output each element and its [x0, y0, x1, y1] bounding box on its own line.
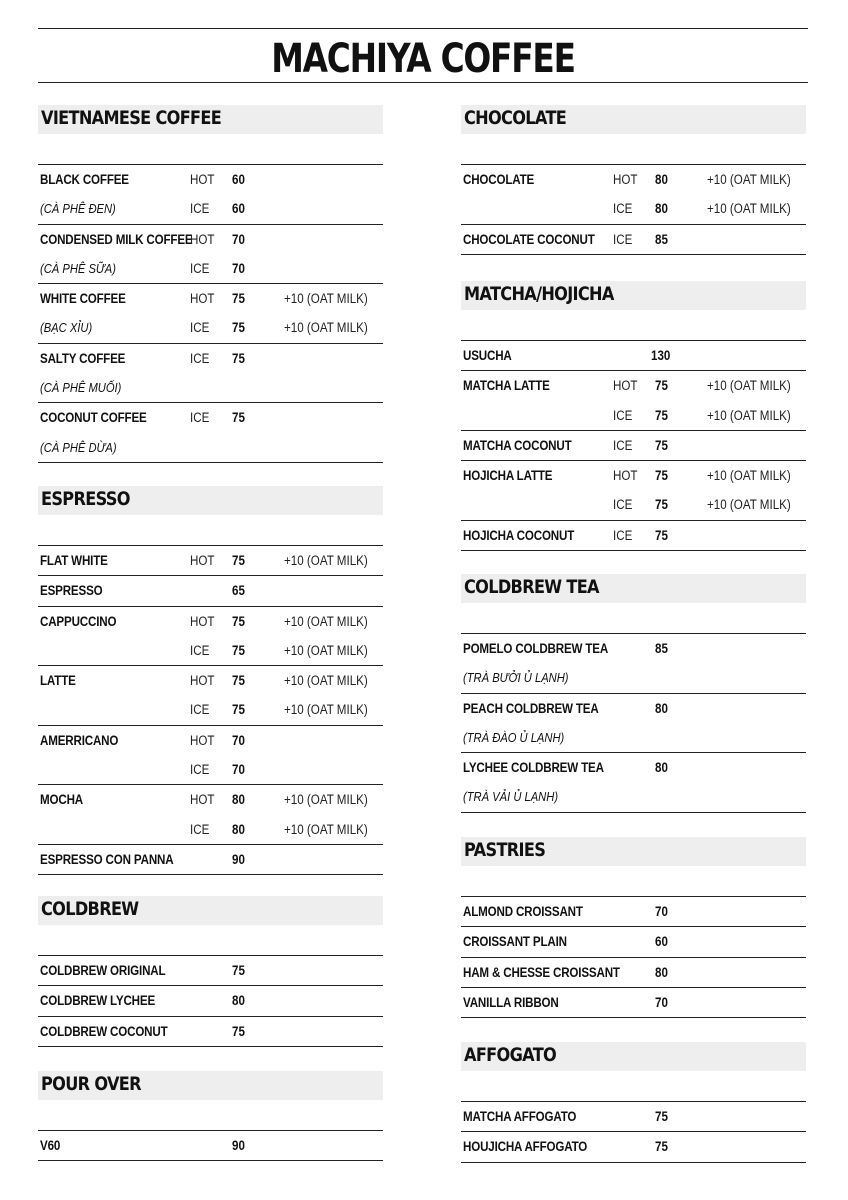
item-name: ESPRESSO	[40, 583, 103, 599]
menu-row	[461, 225, 806, 254]
menu-row	[38, 225, 383, 254]
item-temperature: HOT	[613, 468, 638, 484]
menu-row	[38, 607, 383, 636]
item-name: CAPPUCCINO	[40, 613, 117, 629]
item-name: CONDENSED MILK COFFEE	[40, 231, 193, 247]
menu-item	[38, 985, 383, 1015]
item-temperature: ICE	[190, 260, 210, 276]
item-extra-option: +10 (OAT MILK)	[283, 702, 368, 718]
menu-section	[461, 281, 806, 543]
menu-row	[461, 694, 806, 723]
menu-row	[38, 546, 383, 575]
item-temperature: ICE	[190, 201, 210, 217]
item-name: AMERRICANO	[40, 732, 119, 748]
item-extra-option: +10 (OAT MILK)	[706, 172, 791, 187]
menu-row	[38, 695, 383, 724]
menu-row	[38, 284, 383, 313]
item-name: MATCHA LATTE	[463, 378, 550, 394]
item-temperature: ICE	[190, 702, 210, 718]
item-price: 70	[655, 904, 668, 919]
item-price: 75	[655, 468, 668, 484]
item-temperature: ICE	[190, 350, 210, 366]
item-price: 65	[232, 583, 245, 599]
menu-row	[461, 723, 806, 752]
item-name: MOCHA	[40, 792, 83, 808]
menu-item	[38, 606, 383, 666]
item-name: BLACK COFFEE	[40, 172, 129, 187]
item-temperature: HOT	[190, 172, 215, 187]
section-table	[38, 955, 383, 1047]
menu-row	[461, 958, 806, 987]
section-heading-bar	[38, 105, 383, 134]
item-extra-option: +10 (OAT MILK)	[706, 201, 791, 217]
section-heading-bar	[461, 105, 806, 134]
section-table	[461, 340, 806, 551]
item-extra-option: +10 (OAT MILK)	[706, 378, 791, 394]
item-name: HAM & CHESSE CROISSANT	[463, 964, 620, 980]
item-temperature: HOT	[190, 291, 215, 307]
menu-row	[461, 461, 806, 490]
menu-section	[461, 105, 806, 247]
menu-row	[38, 1131, 383, 1160]
menu-item	[461, 896, 806, 926]
item-name: POMELO COLDBREW TEA	[463, 641, 609, 656]
menu-item	[461, 430, 806, 460]
item-temperature: HOT	[613, 378, 638, 394]
item-price: 75	[232, 613, 245, 629]
item-vietnamese-name: (CÀ PHÊ MUỐI)	[40, 380, 122, 396]
menu-row	[38, 344, 383, 373]
section-table	[461, 633, 806, 813]
item-price: 60	[655, 934, 668, 950]
menu-row	[38, 666, 383, 695]
item-price: 85	[655, 231, 668, 247]
item-name: COLDBREW ORIGINAL	[40, 963, 166, 978]
item-vietnamese-name: (BẠC XỈU)	[40, 320, 93, 336]
item-extra-option: +10 (OAT MILK)	[706, 468, 791, 484]
item-price: 75	[232, 673, 245, 689]
menu-row	[38, 313, 383, 342]
item-price: 80	[232, 993, 245, 1009]
menu-section	[38, 105, 383, 455]
menu-item	[461, 633, 806, 693]
item-name: ALMOND CROISSANT	[463, 904, 583, 919]
item-temperature: HOT	[190, 231, 215, 247]
item-name: COLDBREW COCONUT	[40, 1023, 168, 1039]
item-price: 75	[232, 350, 245, 366]
item-extra-option: +10 (OAT MILK)	[283, 320, 368, 336]
item-temperature: ICE	[613, 527, 633, 543]
menu-row	[38, 403, 383, 432]
item-price: 75	[232, 291, 245, 307]
item-temperature: ICE	[190, 821, 210, 837]
item-price: 70	[232, 231, 245, 247]
item-temperature: ICE	[613, 407, 633, 423]
menu-row	[38, 194, 383, 223]
menu-section	[461, 1042, 806, 1155]
item-price: 80	[232, 821, 245, 837]
title-rule	[38, 82, 808, 83]
section-heading-bar	[38, 1071, 383, 1100]
item-price: 70	[655, 994, 668, 1010]
menu-section	[461, 574, 806, 805]
item-price: 75	[232, 1023, 245, 1039]
menu-row	[38, 845, 383, 874]
menu-row	[461, 782, 806, 811]
menu-section	[38, 896, 383, 1039]
item-name: CROISSANT PLAIN	[463, 934, 567, 950]
menu-item	[461, 520, 806, 551]
item-price: 60	[232, 172, 245, 187]
menu-item	[461, 1131, 806, 1162]
menu-section	[38, 486, 383, 867]
menu-row	[38, 815, 383, 844]
section-heading: VIETNAMESE COFFEE	[41, 107, 222, 129]
menu-section	[461, 837, 806, 1010]
item-temperature: ICE	[613, 437, 633, 453]
menu-item	[38, 283, 383, 343]
menu-row	[461, 371, 806, 400]
item-name: LATTE	[40, 673, 76, 689]
item-vietnamese-name: (CÀ PHÊ SỮA)	[40, 260, 116, 276]
menu-item	[38, 844, 383, 875]
item-name: FLAT WHITE	[40, 553, 108, 568]
item-extra-option: +10 (OAT MILK)	[283, 642, 368, 658]
item-price: 75	[232, 963, 245, 978]
menu-item	[461, 987, 806, 1018]
menu-row	[38, 755, 383, 784]
menu-row	[38, 433, 383, 462]
item-temperature: HOT	[613, 172, 638, 187]
section-table	[461, 1101, 806, 1163]
item-name: USUCHA	[463, 348, 512, 363]
item-temperature: HOT	[190, 673, 215, 689]
item-name: CHOCOLATE	[463, 172, 535, 187]
menu-item	[38, 224, 383, 284]
section-heading: CHOCOLATE	[464, 107, 567, 129]
menu-row	[38, 956, 383, 985]
item-temperature: HOT	[190, 792, 215, 808]
item-name: HOJICHA LATTE	[463, 468, 553, 484]
item-temperature: ICE	[190, 410, 210, 426]
item-price: 80	[655, 964, 668, 980]
top-rule	[38, 28, 808, 29]
item-price: 70	[232, 260, 245, 276]
item-vietnamese-name: (TRÀ ĐÀO Ủ LẠNH)	[463, 729, 565, 745]
menu-row	[38, 986, 383, 1015]
item-price: 80	[655, 172, 668, 187]
item-temperature: ICE	[190, 642, 210, 658]
item-name: ESPRESSO CON PANNA	[40, 851, 174, 867]
item-extra-option: +10 (OAT MILK)	[706, 407, 791, 423]
menu-item	[38, 1130, 383, 1161]
menu-row	[461, 634, 806, 663]
menu-item	[461, 957, 806, 987]
item-name: V60	[40, 1138, 61, 1153]
menu-title: MACHIYA COFFEE	[271, 36, 575, 82]
item-vietnamese-name: (CÀ PHÊ DỪA)	[40, 439, 117, 455]
item-name: MATCHA AFFOGATO	[463, 1109, 577, 1124]
item-name: CHOCOLATE COCONUT	[463, 231, 595, 247]
menu-row	[461, 753, 806, 782]
item-price: 70	[232, 762, 245, 778]
item-price: 75	[232, 702, 245, 718]
item-extra-option: +10 (OAT MILK)	[283, 553, 368, 568]
item-extra-option: +10 (OAT MILK)	[283, 792, 368, 808]
menu-item	[461, 224, 806, 255]
menu-row	[461, 663, 806, 692]
section-heading-bar	[461, 837, 806, 866]
menu-item	[38, 665, 383, 725]
item-price: 90	[232, 1138, 245, 1153]
menu-item	[38, 784, 383, 844]
item-price: 75	[232, 410, 245, 426]
menu-item	[38, 164, 383, 224]
menu-row	[38, 576, 383, 605]
section-heading-bar	[461, 574, 806, 603]
item-price: 75	[655, 407, 668, 423]
item-price: 75	[655, 527, 668, 543]
menu-item	[461, 460, 806, 520]
item-temperature: ICE	[613, 201, 633, 217]
item-extra-option: +10 (OAT MILK)	[283, 821, 368, 837]
section-table	[38, 1130, 383, 1161]
menu-row	[461, 521, 806, 550]
menu-row	[461, 1102, 806, 1131]
menu-row	[461, 897, 806, 926]
menu-row	[461, 165, 806, 194]
item-price: 75	[232, 553, 245, 568]
menu-item	[38, 725, 383, 785]
section-table	[38, 164, 383, 463]
menu-row	[461, 1132, 806, 1161]
menu-section	[38, 1071, 383, 1153]
menu-row	[461, 431, 806, 460]
section-heading-bar	[38, 896, 383, 925]
item-price: 80	[232, 792, 245, 808]
section-heading-bar	[461, 281, 806, 310]
item-name: PEACH COLDBREW TEA	[463, 700, 599, 716]
item-extra-option: +10 (OAT MILK)	[706, 497, 791, 513]
menu-row	[461, 194, 806, 223]
item-temperature: ICE	[190, 762, 210, 778]
menu-item	[461, 370, 806, 430]
menu-row	[461, 927, 806, 956]
item-name: HOJICHA COCONUT	[463, 527, 575, 543]
section-table	[461, 164, 806, 255]
menu-row	[38, 1017, 383, 1046]
menu-item	[38, 343, 383, 403]
menu-item	[38, 575, 383, 605]
item-name: COLDBREW LYCHEE	[40, 993, 156, 1009]
item-price: 75	[655, 1139, 668, 1155]
item-price: 80	[655, 201, 668, 217]
section-heading: PASTRIES	[464, 839, 546, 861]
item-temperature: HOT	[190, 553, 215, 568]
section-heading-bar	[461, 1042, 806, 1071]
menu-row	[38, 165, 383, 194]
menu-row	[38, 726, 383, 755]
menu-item	[461, 926, 806, 956]
item-price: 75	[655, 437, 668, 453]
menu-row	[461, 341, 806, 370]
item-temperature: ICE	[613, 497, 633, 513]
item-price: 75	[655, 378, 668, 394]
item-extra-option: +10 (OAT MILK)	[283, 673, 368, 689]
item-vietnamese-name: (TRÀ BƯỞI Ủ LẠNH)	[463, 670, 569, 686]
item-price: 75	[232, 320, 245, 336]
item-price: 90	[232, 851, 245, 867]
item-price: 85	[655, 641, 668, 656]
menu-row	[38, 636, 383, 665]
menu-item	[461, 164, 806, 224]
item-extra-option: +10 (OAT MILK)	[283, 291, 368, 307]
item-vietnamese-name: (CÀ PHÊ ĐEN)	[40, 201, 116, 217]
menu-row	[38, 785, 383, 814]
section-heading: POUR OVER	[41, 1073, 141, 1095]
item-name: SALTY COFFEE	[40, 350, 126, 366]
item-price: 130	[651, 348, 671, 363]
menu-item	[461, 340, 806, 370]
item-name: VANILLA RIBBON	[463, 994, 559, 1010]
menu-row	[38, 254, 383, 283]
menu-item	[38, 1016, 383, 1047]
item-name: LYCHEE COLDBREW TEA	[463, 760, 604, 776]
item-price: 80	[655, 700, 668, 716]
section-table	[461, 896, 806, 1018]
section-heading: AFFOGATO	[464, 1044, 557, 1066]
menu-item	[461, 1101, 806, 1131]
item-temperature: ICE	[613, 231, 633, 247]
item-price: 60	[232, 201, 245, 217]
item-name: MATCHA COCONUT	[463, 437, 572, 453]
item-name: WHITE COFFEE	[40, 291, 126, 307]
item-price: 80	[655, 760, 668, 776]
item-price: 70	[232, 732, 245, 748]
item-vietnamese-name: (TRÀ VẢI Ủ LẠNH)	[463, 789, 559, 805]
menu-item	[38, 402, 383, 463]
menu-item	[38, 545, 383, 575]
item-temperature: HOT	[190, 613, 215, 629]
menu-row	[461, 988, 806, 1017]
item-extra-option: +10 (OAT MILK)	[283, 613, 368, 629]
section-heading: COLDBREW TEA	[464, 576, 599, 598]
section-heading: MATCHA/HOJICHA	[464, 283, 614, 305]
item-temperature: ICE	[190, 320, 210, 336]
menu-row	[461, 490, 806, 519]
section-table	[38, 545, 383, 875]
item-name: HOUJICHA AFFOGATO	[463, 1139, 588, 1155]
menu-item	[38, 955, 383, 985]
section-heading: ESPRESSO	[41, 488, 130, 510]
menu-row	[461, 401, 806, 430]
section-heading: COLDBREW	[41, 898, 139, 920]
item-temperature: HOT	[190, 732, 215, 748]
menu-item	[461, 693, 806, 753]
item-price: 75	[655, 497, 668, 513]
item-price: 75	[655, 1109, 668, 1124]
item-price: 75	[232, 642, 245, 658]
menu-row	[38, 373, 383, 402]
menu-item	[461, 752, 806, 813]
item-name: COCONUT COFFEE	[40, 410, 147, 426]
section-heading-bar	[38, 486, 383, 515]
